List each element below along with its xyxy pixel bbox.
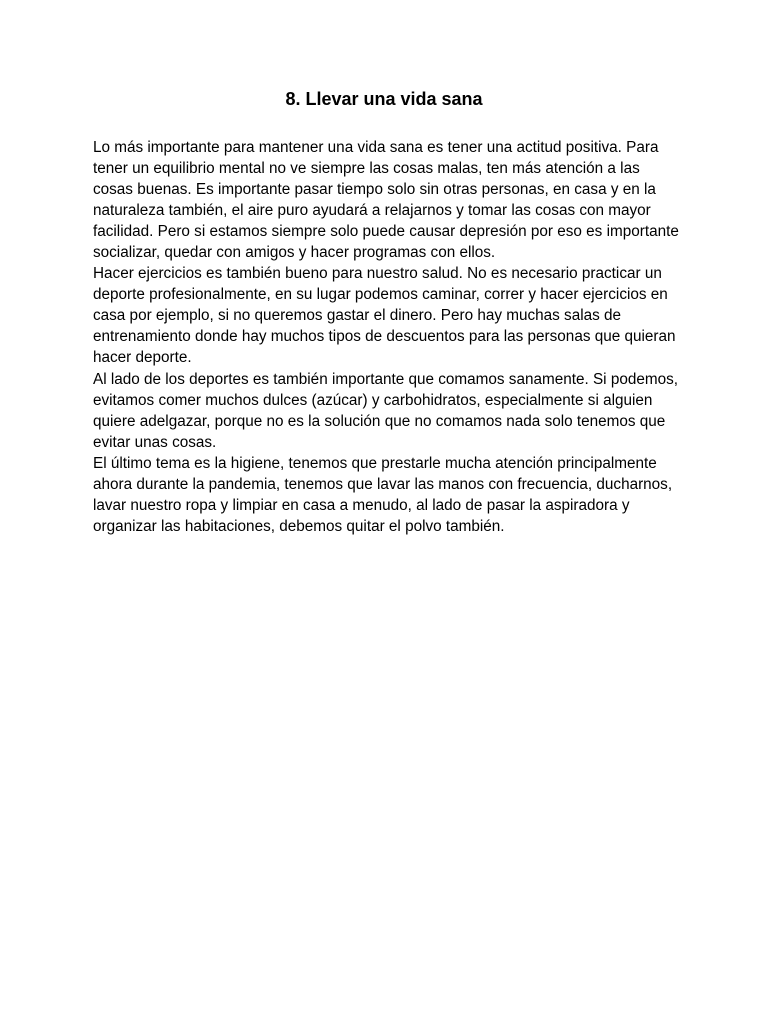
- page-title: 8. Llevar una vida sana: [285, 89, 483, 109]
- paragraph-attitude: Lo más importante para mantener una vida sana es tener una actitud positiva. Para tener un equilibrio mental no ve siempre las cosas malas, ten más atención a las cosas buenas. Es importante pasar tiempo solo sin otras personas, en casa y en la naturaleza también, el aire puro ayudará a relajarnos y tomar las cosas con mayor facilidad. Pero si estamos siempre solo puede causar depresión por eso es importante socializar, quedar con amigos y hacer programas con ellos.: [93, 139, 679, 262]
- paragraph-diet: Al lado de los deportes es también importante que comamos sanamente. Si podemos, evitamos comer muchos dulces (azúcar) y carbohidratos, especialmente si alguien quiere adelgazar, porque no es la solución que no comamos nada solo tenemos que evitar unas cosas.: [93, 370, 679, 451]
- document-body: [93, 137, 683, 537]
- paragraph-exercise: Hacer ejercicios es también bueno para nuestro salud. No es necesario practicar un deporte profesionalmente, en su lugar podemos caminar, correr y hacer ejercicios en casa por ejemplo, si no queremos gastar el dinero. Pero hay muchas salas de entrenamiento donde hay muchos tipos de descuentos para las personas que quieran hacer deporte.: [93, 265, 676, 367]
- paragraph-hygiene: El último tema es la higiene, tenemos que prestarle mucha atención principalmente ahora durante la pandemia, tenemos que lavar las manos con frecuencia, ducharnos, lavar nuestro ropa y limpiar en casa a menudo, al lado de pasar la aspiradora y organizar las habitaciones, debemos quitar el polvo también.: [93, 454, 673, 535]
